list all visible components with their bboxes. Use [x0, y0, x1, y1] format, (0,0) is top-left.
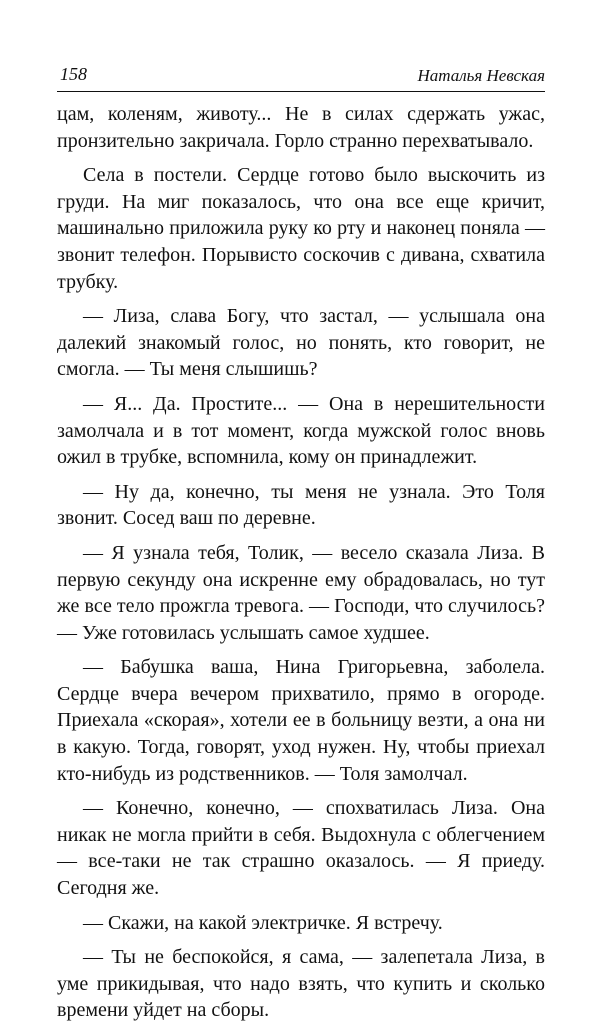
- running-title: Наталья Невская: [417, 66, 545, 85]
- running-header: [57, 62, 545, 88]
- book-page: [57, 62, 545, 1022]
- paragraph: — Ну да, конечно, ты меня не узнала. Это Толя звонит. Сосед ваш по деревне.: [57, 480, 545, 530]
- page-number: 158: [60, 64, 87, 84]
- body-text: [57, 101, 545, 1024]
- paragraph: — Скажи, на какой электричке. Я встречу.: [83, 911, 443, 934]
- paragraph: — Конечно, конечно, — спохватилась Лиза. Она никак не могла прийти в себя. Выдохнула с облегчением — все-таки не так страшно оказалось. — Я приеду. Сегодня же.: [57, 797, 545, 900]
- header-rule: [57, 91, 545, 92]
- paragraph: цам, коленям, животу... Не в силах сдержать ужас, пронзительно закричала. Горло странно перехватывало.: [57, 103, 545, 152]
- paragraph: — Бабушка ваша, Нина Григорьевна, заболела. Сердце вчера вечером прихватило, прямо в огороде. Приехала «скорая», хотели ее в больницу везти, а она ни в какую. Тогда, говорят, уход нужен. Ну, чтобы приехал кто-нибудь из родственников. — Толя замолчал.: [57, 656, 545, 785]
- paragraph: — Ты не беспокойся, я сама, — залепетала Лиза, в уме прикидывая, что надо взять, что купить и сколько времени уйдет на сборы.: [57, 946, 545, 1022]
- paragraph: — Я узнала тебя, Толик, — весело сказала Лиза. В первую секунду она искренне ему обрадовалась, но тут же все тело прожгла тревога. — Господи, что случилось? — Уже готовилась услышать самое худшее.: [57, 541, 545, 644]
- paragraph: — Я... Да. Простите... — Она в нерешительности замолчала и в тот момент, когда мужской голос вновь ожил в трубке, вспомнила, кому он принадлежит.: [57, 392, 545, 469]
- paragraph: — Лиза, слава Богу, что застал, — услышала она далекий знакомый голос, но понять, кто говорит, не смогла. — Ты меня слышишь?: [57, 305, 545, 381]
- paragraph: Села в постели. Сердце готово было выскочить из груди. На миг показалось, что она все еще кричит, машинально приложила руку ко рту и наконец поняла — звонит телефон. Порывисто соскочив с дивана, схватила трубку.: [57, 164, 545, 293]
